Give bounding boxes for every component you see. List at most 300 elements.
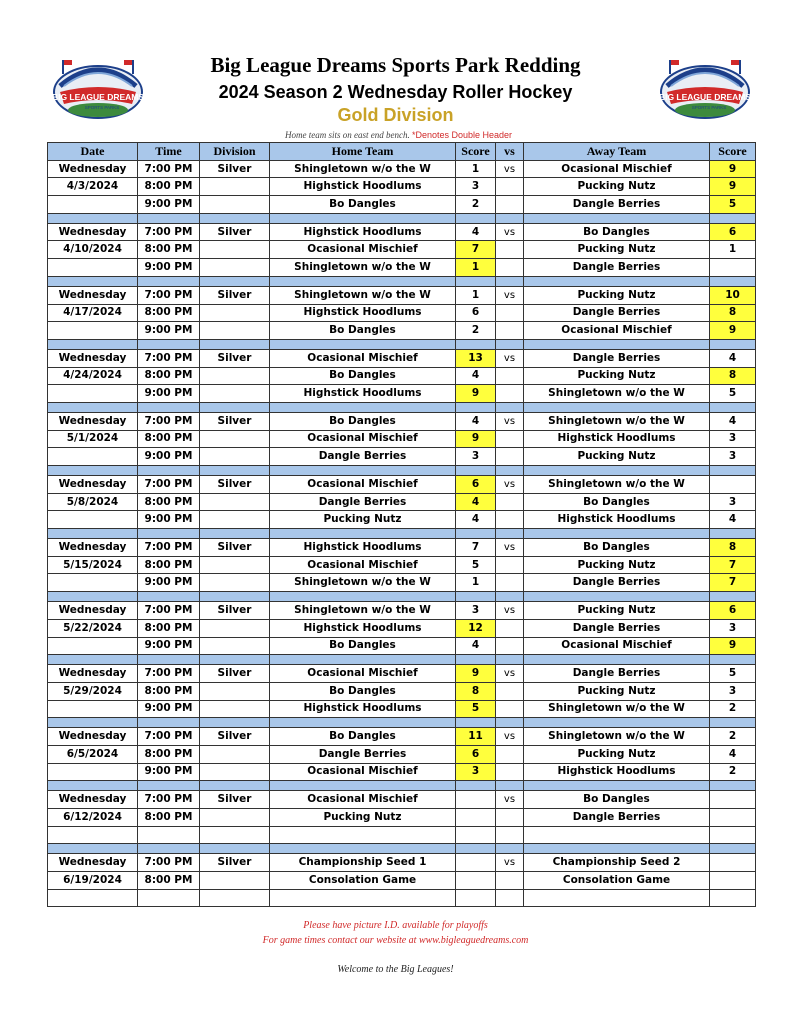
- table-row: [48, 241, 756, 259]
- table-row: [48, 809, 756, 827]
- division-cell: [200, 511, 270, 529]
- home-team-cell: Championship Seed 1: [270, 854, 456, 872]
- home-score-cell: 4: [456, 412, 496, 430]
- home-score-cell: 11: [456, 728, 496, 746]
- away-team-cell: Pucking Nutz: [524, 241, 710, 259]
- date-cell: [48, 385, 138, 403]
- division-cell: [200, 556, 270, 574]
- time-cell: 8:00 PM: [138, 682, 200, 700]
- away-team-cell: Pucking Nutz: [524, 682, 710, 700]
- date-cell: [48, 637, 138, 655]
- away-team-cell: Dangle Berries: [524, 665, 710, 683]
- separator-cell: [496, 781, 524, 791]
- away-team-cell: [524, 889, 710, 907]
- away-score-cell: 4: [710, 412, 756, 430]
- separator-cell: [524, 339, 710, 349]
- home-score-cell: 4: [456, 367, 496, 385]
- time-cell: 8:00 PM: [138, 809, 200, 827]
- time-cell: 8:00 PM: [138, 304, 200, 322]
- separator-cell: [456, 402, 496, 412]
- home-team-cell: Consolation Game: [270, 872, 456, 890]
- separator-cell: [270, 844, 456, 854]
- away-team-cell: Pucking Nutz: [524, 286, 710, 304]
- vs-cell: [496, 889, 524, 907]
- separator-cell: [138, 844, 200, 854]
- division-cell: [200, 745, 270, 763]
- home-score-cell: 7: [456, 241, 496, 259]
- table-row: [48, 349, 756, 367]
- division-cell: Silver: [200, 476, 270, 494]
- table-row: [48, 304, 756, 322]
- separator-cell: [710, 718, 756, 728]
- date-cell: 6/12/2024: [48, 809, 138, 827]
- time-cell: 7:00 PM: [138, 476, 200, 494]
- separator-cell: [270, 781, 456, 791]
- away-score-cell: 4: [710, 349, 756, 367]
- separator-cell: [710, 655, 756, 665]
- division-cell: [200, 682, 270, 700]
- away-score-cell: 2: [710, 728, 756, 746]
- away-team-cell: Bo Dangles: [524, 223, 710, 241]
- separator-cell: [138, 466, 200, 476]
- separator-cell: [200, 402, 270, 412]
- away-score-cell: 5: [710, 196, 756, 214]
- home-score-cell: 6: [456, 745, 496, 763]
- home-team-cell: Shingletown w/o the W: [270, 286, 456, 304]
- separator-cell: [138, 592, 200, 602]
- table-row: [48, 476, 756, 494]
- away-score-cell: 9: [710, 160, 756, 178]
- time-cell: 8:00 PM: [138, 367, 200, 385]
- home-team-cell: [270, 826, 456, 844]
- bench-note-text: Home team sits on east end bench.: [285, 130, 410, 140]
- away-score-cell: 1: [710, 241, 756, 259]
- date-cell: 5/15/2024: [48, 556, 138, 574]
- away-score-cell: 8: [710, 367, 756, 385]
- home-score-cell: 12: [456, 619, 496, 637]
- separator-cell: [200, 213, 270, 223]
- separator-cell: [496, 466, 524, 476]
- home-team-cell: Shingletown w/o the W: [270, 160, 456, 178]
- separator-cell: [456, 592, 496, 602]
- header-row: [48, 143, 756, 161]
- away-team-cell: Bo Dangles: [524, 791, 710, 809]
- away-team-cell: Dangle Berries: [524, 196, 710, 214]
- vs-cell: vs: [496, 412, 524, 430]
- away-score-cell: 3: [710, 682, 756, 700]
- separator-cell: [524, 718, 710, 728]
- division-cell: [200, 259, 270, 277]
- vs-cell: [496, 637, 524, 655]
- away-team-cell: Dangle Berries: [524, 259, 710, 277]
- date-cell: Wednesday: [48, 349, 138, 367]
- date-cell: Wednesday: [48, 476, 138, 494]
- date-cell: [48, 826, 138, 844]
- separator-cell: [48, 339, 138, 349]
- division-cell: [200, 322, 270, 340]
- division-cell: [200, 448, 270, 466]
- separator-cell: [496, 592, 524, 602]
- division-cell: Silver: [200, 854, 270, 872]
- home-score-cell: 8: [456, 682, 496, 700]
- separator-cell: [524, 844, 710, 854]
- home-team-cell: Ocasional Mischief: [270, 556, 456, 574]
- home-team-cell: Ocasional Mischief: [270, 241, 456, 259]
- playoff-id-note: Please have picture I.D. available for playoffs: [303, 920, 488, 931]
- separator-cell: [710, 466, 756, 476]
- separator-cell: [138, 718, 200, 728]
- time-cell: 7:00 PM: [138, 286, 200, 304]
- separator-cell: [456, 781, 496, 791]
- vs-cell: [496, 259, 524, 277]
- date-cell: 5/8/2024: [48, 493, 138, 511]
- bench-note: [285, 130, 512, 140]
- time-cell: 8:00 PM: [138, 241, 200, 259]
- time-cell: 9:00 PM: [138, 259, 200, 277]
- week-separator: [48, 592, 756, 602]
- division-cell: Silver: [200, 791, 270, 809]
- division-cell: Silver: [200, 539, 270, 557]
- home-team-cell: Highstick Hoodlums: [270, 539, 456, 557]
- home-team-cell: Shingletown w/o the W: [270, 259, 456, 277]
- table-row: [48, 178, 756, 196]
- separator-cell: [524, 276, 710, 286]
- vs-cell: [496, 745, 524, 763]
- division-cell: [200, 367, 270, 385]
- time-cell: 8:00 PM: [138, 178, 200, 196]
- table-row: [48, 665, 756, 683]
- week-separator: [48, 529, 756, 539]
- date-cell: [48, 448, 138, 466]
- table-row: [48, 826, 756, 844]
- separator-cell: [456, 844, 496, 854]
- table-row: [48, 196, 756, 214]
- time-cell: 7:00 PM: [138, 854, 200, 872]
- time-cell: 7:00 PM: [138, 412, 200, 430]
- separator-cell: [200, 844, 270, 854]
- separator-cell: [270, 466, 456, 476]
- separator-cell: [200, 655, 270, 665]
- week-separator: [48, 339, 756, 349]
- vs-cell: [496, 196, 524, 214]
- col-date: Date: [48, 143, 138, 161]
- vs-cell: vs: [496, 728, 524, 746]
- double-header-note: *Denotes Double Header: [411, 130, 513, 140]
- division-cell: [200, 493, 270, 511]
- separator-cell: [496, 718, 524, 728]
- date-cell: 5/22/2024: [48, 619, 138, 637]
- welcome-note: Welcome to the Big Leagues!: [337, 964, 454, 975]
- away-score-cell: 8: [710, 304, 756, 322]
- home-score-cell: 1: [456, 259, 496, 277]
- home-score-cell: 1: [456, 286, 496, 304]
- vs-cell: [496, 430, 524, 448]
- division-cell: [200, 637, 270, 655]
- date-cell: 5/1/2024: [48, 430, 138, 448]
- home-team-cell: Dangle Berries: [270, 448, 456, 466]
- separator-cell: [270, 213, 456, 223]
- division-cell: Silver: [200, 728, 270, 746]
- time-cell: 9:00 PM: [138, 763, 200, 781]
- separator-cell: [456, 718, 496, 728]
- table-row: [48, 412, 756, 430]
- separator-cell: [270, 402, 456, 412]
- time-cell: 7:00 PM: [138, 349, 200, 367]
- vs-cell: vs: [496, 223, 524, 241]
- vs-cell: [496, 682, 524, 700]
- col-division: Division: [200, 143, 270, 161]
- date-cell: 5/29/2024: [48, 682, 138, 700]
- separator-cell: [138, 529, 200, 539]
- away-score-cell: 3: [710, 619, 756, 637]
- away-score-cell: [710, 889, 756, 907]
- away-score-cell: 2: [710, 700, 756, 718]
- vs-cell: [496, 556, 524, 574]
- separator-cell: [138, 402, 200, 412]
- separator-cell: [48, 592, 138, 602]
- separator-cell: [138, 339, 200, 349]
- date-cell: Wednesday: [48, 223, 138, 241]
- separator-cell: [270, 592, 456, 602]
- week-separator: [48, 718, 756, 728]
- away-team-cell: Shingletown w/o the W: [524, 476, 710, 494]
- separator-cell: [48, 402, 138, 412]
- time-cell: 9:00 PM: [138, 448, 200, 466]
- home-team-cell: Bo Dangles: [270, 682, 456, 700]
- separator-cell: [456, 213, 496, 223]
- home-score-cell: 4: [456, 493, 496, 511]
- separator-cell: [524, 592, 710, 602]
- vs-cell: vs: [496, 349, 524, 367]
- separator-cell: [200, 718, 270, 728]
- separator-cell: [48, 655, 138, 665]
- home-team-cell: Bo Dangles: [270, 196, 456, 214]
- home-team-cell: Ocasional Mischief: [270, 763, 456, 781]
- separator-cell: [496, 276, 524, 286]
- away-team-cell: Dangle Berries: [524, 619, 710, 637]
- away-score-cell: 6: [710, 223, 756, 241]
- separator-cell: [138, 781, 200, 791]
- svg-text:BIG LEAGUE DREAMS: BIG LEAGUE DREAMS: [658, 92, 752, 102]
- date-cell: 6/19/2024: [48, 872, 138, 890]
- page-subtitle: 2024 Season 2 Wednesday Roller Hockey: [218, 82, 573, 102]
- table-row: [48, 539, 756, 557]
- division-cell: [200, 574, 270, 592]
- vs-cell: [496, 385, 524, 403]
- date-cell: Wednesday: [48, 854, 138, 872]
- home-score-cell: [456, 809, 496, 827]
- separator-cell: [710, 213, 756, 223]
- home-team-cell: Shingletown w/o the W: [270, 602, 456, 620]
- table-row: [48, 448, 756, 466]
- home-score-cell: 5: [456, 556, 496, 574]
- vs-cell: vs: [496, 602, 524, 620]
- separator-cell: [48, 844, 138, 854]
- date-cell: [48, 196, 138, 214]
- date-cell: [48, 574, 138, 592]
- week-separator: [48, 844, 756, 854]
- home-team-cell: [270, 889, 456, 907]
- home-score-cell: 2: [456, 322, 496, 340]
- division-cell: [200, 619, 270, 637]
- home-score-cell: 4: [456, 637, 496, 655]
- table-row: [48, 854, 756, 872]
- separator-cell: [138, 213, 200, 223]
- division-cell: [200, 385, 270, 403]
- home-score-cell: 1: [456, 160, 496, 178]
- away-team-cell: Pucking Nutz: [524, 367, 710, 385]
- date-cell: [48, 259, 138, 277]
- away-team-cell: Championship Seed 2: [524, 854, 710, 872]
- home-team-cell: Dangle Berries: [270, 745, 456, 763]
- division-cell: [200, 304, 270, 322]
- time-cell: 8:00 PM: [138, 872, 200, 890]
- table-row: [48, 889, 756, 907]
- home-score-cell: 7: [456, 539, 496, 557]
- vs-cell: [496, 322, 524, 340]
- separator-cell: [200, 339, 270, 349]
- separator-cell: [48, 276, 138, 286]
- week-separator: [48, 466, 756, 476]
- away-score-cell: 3: [710, 493, 756, 511]
- division-cell: Silver: [200, 602, 270, 620]
- vs-cell: [496, 511, 524, 529]
- away-team-cell: Ocasional Mischief: [524, 160, 710, 178]
- home-team-cell: Ocasional Mischief: [270, 665, 456, 683]
- svg-text:BIG LEAGUE DREAMS: BIG LEAGUE DREAMS: [51, 92, 145, 102]
- home-team-cell: Ocasional Mischief: [270, 430, 456, 448]
- away-team-cell: Highstick Hoodlums: [524, 763, 710, 781]
- time-cell: [138, 826, 200, 844]
- home-score-cell: 4: [456, 511, 496, 529]
- separator-cell: [524, 466, 710, 476]
- date-cell: Wednesday: [48, 412, 138, 430]
- vs-cell: [496, 809, 524, 827]
- date-cell: 4/10/2024: [48, 241, 138, 259]
- table-row: [48, 286, 756, 304]
- home-score-cell: [456, 791, 496, 809]
- separator-cell: [138, 655, 200, 665]
- time-cell: [138, 889, 200, 907]
- home-score-cell: 6: [456, 476, 496, 494]
- date-cell: [48, 889, 138, 907]
- home-team-cell: Bo Dangles: [270, 637, 456, 655]
- away-score-cell: [710, 872, 756, 890]
- time-cell: 9:00 PM: [138, 637, 200, 655]
- separator-cell: [496, 213, 524, 223]
- time-cell: 9:00 PM: [138, 700, 200, 718]
- date-cell: Wednesday: [48, 286, 138, 304]
- table-row: [48, 728, 756, 746]
- separator-cell: [524, 402, 710, 412]
- away-team-cell: Consolation Game: [524, 872, 710, 890]
- vs-cell: [496, 493, 524, 511]
- home-score-cell: [456, 889, 496, 907]
- away-score-cell: [710, 854, 756, 872]
- vs-cell: [496, 241, 524, 259]
- home-score-cell: 3: [456, 448, 496, 466]
- separator-cell: [270, 276, 456, 286]
- home-score-cell: [456, 872, 496, 890]
- away-team-cell: Pucking Nutz: [524, 745, 710, 763]
- time-cell: 9:00 PM: [138, 196, 200, 214]
- home-team-cell: Highstick Hoodlums: [270, 385, 456, 403]
- away-score-cell: 9: [710, 322, 756, 340]
- division-cell: Silver: [200, 349, 270, 367]
- time-cell: 7:00 PM: [138, 539, 200, 557]
- away-team-cell: Bo Dangles: [524, 493, 710, 511]
- away-score-cell: [710, 259, 756, 277]
- away-team-cell: Dangle Berries: [524, 304, 710, 322]
- time-cell: 9:00 PM: [138, 322, 200, 340]
- home-team-cell: Dangle Berries: [270, 493, 456, 511]
- date-cell: [48, 700, 138, 718]
- division-cell: [200, 241, 270, 259]
- table-row: [48, 367, 756, 385]
- away-team-cell: Dangle Berries: [524, 349, 710, 367]
- time-cell: 8:00 PM: [138, 493, 200, 511]
- away-team-cell: Shingletown w/o the W: [524, 385, 710, 403]
- away-score-cell: 3: [710, 448, 756, 466]
- away-score-cell: [710, 791, 756, 809]
- away-team-cell: Ocasional Mischief: [524, 637, 710, 655]
- svg-text:SPORTS PARKS: SPORTS PARKS: [84, 105, 120, 110]
- separator-cell: [456, 339, 496, 349]
- date-cell: Wednesday: [48, 791, 138, 809]
- home-score-cell: 5: [456, 700, 496, 718]
- away-team-cell: Pucking Nutz: [524, 178, 710, 196]
- table-row: [48, 745, 756, 763]
- division-cell: Silver: [200, 665, 270, 683]
- division-cell: [200, 809, 270, 827]
- away-team-cell: Highstick Hoodlums: [524, 511, 710, 529]
- home-team-cell: Pucking Nutz: [270, 511, 456, 529]
- separator-cell: [710, 529, 756, 539]
- home-team-cell: Bo Dangles: [270, 367, 456, 385]
- separator-cell: [456, 276, 496, 286]
- week-separator: [48, 402, 756, 412]
- table-row: [48, 872, 756, 890]
- away-score-cell: 5: [710, 385, 756, 403]
- time-cell: 7:00 PM: [138, 665, 200, 683]
- away-team-cell: Dangle Berries: [524, 574, 710, 592]
- away-score-cell: 6: [710, 602, 756, 620]
- away-team-cell: Highstick Hoodlums: [524, 430, 710, 448]
- home-score-cell: 9: [456, 665, 496, 683]
- vs-cell: [496, 178, 524, 196]
- time-cell: 7:00 PM: [138, 223, 200, 241]
- division-cell: Silver: [200, 223, 270, 241]
- separator-cell: [48, 213, 138, 223]
- separator-cell: [496, 402, 524, 412]
- col-vs: vs: [496, 143, 524, 161]
- table-row: [48, 493, 756, 511]
- away-team-cell: Dangle Berries: [524, 809, 710, 827]
- vs-cell: [496, 304, 524, 322]
- date-cell: Wednesday: [48, 539, 138, 557]
- date-cell: Wednesday: [48, 602, 138, 620]
- table-row: [48, 574, 756, 592]
- time-cell: 7:00 PM: [138, 602, 200, 620]
- home-score-cell: 3: [456, 763, 496, 781]
- separator-cell: [270, 655, 456, 665]
- division-cell: Silver: [200, 412, 270, 430]
- table-row: [48, 322, 756, 340]
- separator-cell: [524, 655, 710, 665]
- separator-cell: [710, 844, 756, 854]
- separator-cell: [496, 339, 524, 349]
- home-team-cell: Bo Dangles: [270, 728, 456, 746]
